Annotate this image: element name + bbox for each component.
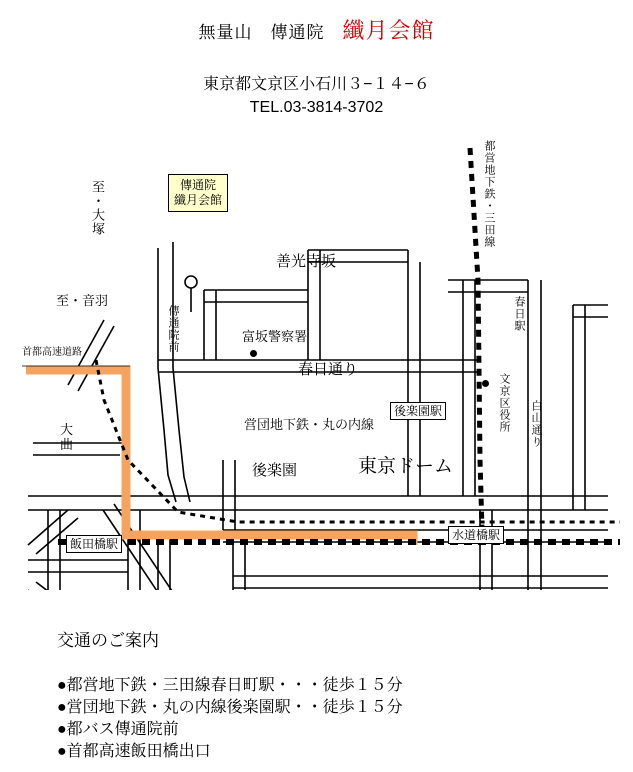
label-korakuen: 後楽園	[252, 462, 298, 479]
label-kasuga-street: 春日通り	[298, 361, 359, 378]
temple-prefix: 無量山 傳通院	[198, 23, 325, 42]
bunkyo-ward-office-dot	[482, 380, 489, 387]
label-to-otsuka: 至・大塚	[90, 180, 105, 236]
label-denzuin-street: 傳通院前	[167, 305, 179, 353]
station-suidobashi: 水道橋駅	[448, 526, 504, 544]
label-omagari: 大曲	[60, 422, 74, 452]
label-eidan-marunouchi-line: 営団地下鉄・丸の内線	[244, 417, 375, 432]
temple-highlight-line2: 纖月会館	[174, 193, 223, 207]
label-zenkoji-slope: 善光寺坂	[276, 253, 337, 270]
label-to-otowa: 至・音羽	[56, 293, 109, 308]
temple-highlight-box	[168, 174, 228, 212]
label-tomisaka-police: 富坂警察署	[242, 329, 308, 344]
station-iidabashi: 飯田橋駅	[66, 535, 122, 553]
address-line: 東京都文京区小石川３−１４−６	[203, 76, 430, 93]
label-metropolitan-expressway: 首都高速道路	[22, 347, 82, 358]
label-hakusan-street: 白山通り	[530, 400, 542, 448]
access-item-1: ●営団地下鉄・丸の内線後楽園駅・・徒歩１５分	[57, 699, 403, 716]
access-guide-list	[57, 675, 403, 763]
label-bunkyo-ward-office: 文京区役所	[498, 373, 510, 433]
label-kasuga-station: 春日駅	[513, 296, 525, 332]
access-guide-title: 交通のご案内	[57, 631, 159, 650]
temple-highlight-line1: 傳通院	[180, 178, 217, 192]
tel-line: TEL.03-3814-3702	[249, 99, 384, 116]
access-item-2: ●都バス傳通院前	[57, 721, 179, 738]
access-item-0: ●都営地下鉄・三田線春日町駅・・・徒歩１５分	[57, 677, 403, 694]
tomisaka-police-dot	[250, 350, 257, 357]
access-map	[8, 130, 625, 590]
access-item-3: ●首都高速飯田橋出口	[57, 743, 211, 760]
station-korakuen: 後楽園駅	[390, 402, 446, 420]
hall-name: 纖月会館	[342, 18, 435, 43]
page-title	[0, 14, 633, 45]
label-tokyo-dome: 東京ドーム	[358, 456, 454, 477]
label-toei-mita-line: 都営地下鉄・三田線	[483, 140, 495, 248]
